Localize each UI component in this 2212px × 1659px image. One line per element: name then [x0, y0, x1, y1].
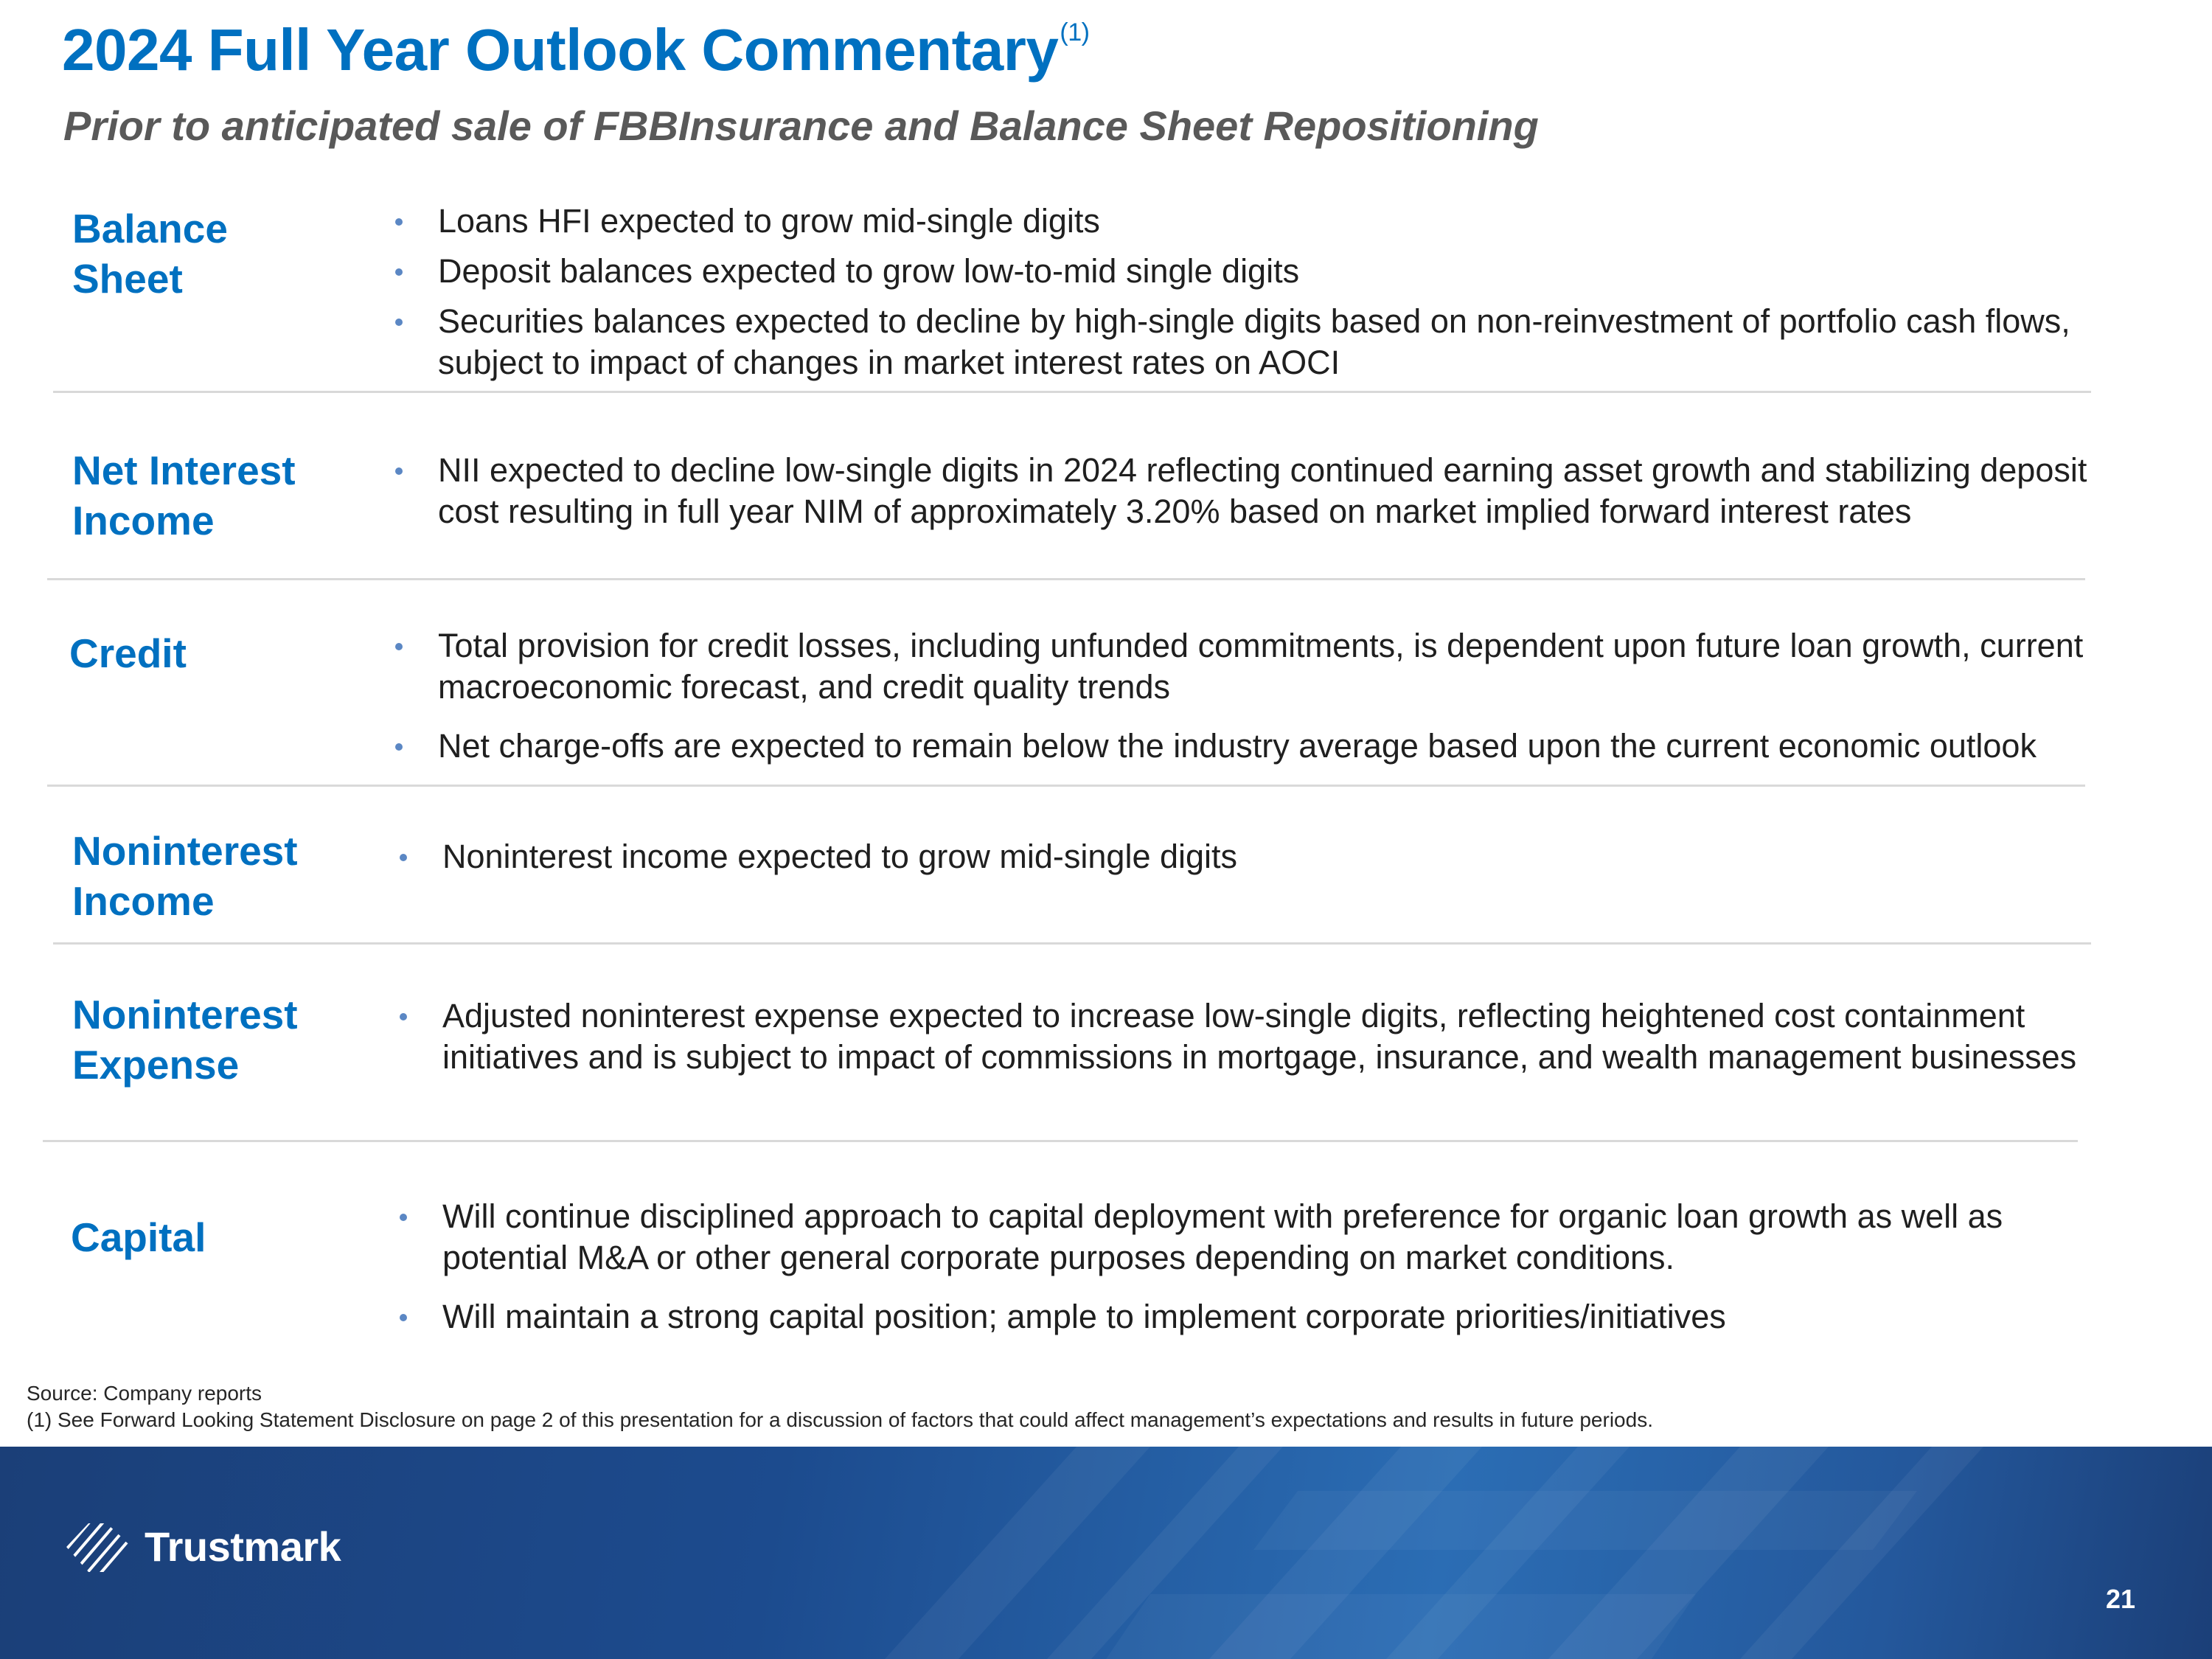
- bullet-dot-icon: [395, 218, 403, 226]
- section-divider: [47, 578, 2085, 580]
- section-label-line: Net Interest: [72, 448, 296, 493]
- bullet-list-balance-sheet: [395, 201, 2121, 383]
- bullet-dot-icon: [395, 319, 403, 326]
- bullet-item: [395, 301, 2121, 383]
- bullet-item: [400, 1296, 2118, 1338]
- bullet-text: Noninterest income expected to grow mid-single digits: [442, 838, 1238, 875]
- footnotes: [27, 1380, 1653, 1433]
- bullet-item: [395, 450, 2121, 532]
- bullet-dot-icon: [400, 1314, 407, 1321]
- title-footnote-marker: (1): [1060, 18, 1090, 46]
- bullet-dot-icon: [400, 1214, 407, 1221]
- bullet-text: Adjusted noninterest expense expected to increase low-single digits, reflecting heightened cost containment initiatives and is subject to impact of commissions in mortgage, insurance, and wealth management businesses: [442, 997, 2077, 1076]
- bullet-text: Loans HFI expected to grow mid-single digits: [438, 202, 1100, 240]
- section-label-credit: [69, 628, 187, 678]
- bullet-text: NII expected to decline low-single digits in 2024 reflecting continued earning asset growth and stabilizing deposit cost resulting in full year NIM of approximately 3.20% based on market implied forward interest rates: [438, 451, 2087, 530]
- section-label-capital: [71, 1212, 206, 1262]
- forward-looking-footnote: (1) See Forward Looking Statement Disclosure on page 2 of this presentation for a discussion of factors that could affect management’s expectations and results in future periods.: [27, 1408, 1653, 1431]
- bullet-list-net-interest-income: [395, 450, 2121, 532]
- bullet-list-noninterest-expense: [400, 995, 2118, 1078]
- bullet-list-noninterest-income: [400, 836, 2118, 877]
- bullet-item: [395, 726, 2121, 767]
- bullet-item: [395, 625, 2121, 708]
- bullet-item: [400, 836, 2118, 877]
- section-label-line: Capital: [71, 1214, 206, 1260]
- bullet-dot-icon: [395, 268, 403, 276]
- section-label-line: Balance: [72, 206, 228, 251]
- slide-title: [62, 16, 1089, 84]
- page-number: 21: [2106, 1584, 2136, 1614]
- section-label-line: Sheet: [72, 256, 183, 302]
- bullet-dot-icon: [395, 643, 403, 650]
- bullet-dot-icon: [400, 1013, 407, 1020]
- bullet-text: Deposit balances expected to grow low-to-mid single digits: [438, 252, 1300, 290]
- section-label-noninterest-expense: [72, 990, 298, 1090]
- section-label-line: Income: [72, 498, 215, 543]
- slide-title-text: 2024 Full Year Outlook Commentary: [62, 17, 1059, 83]
- section-divider: [43, 1140, 2078, 1142]
- section-label-line: Expense: [72, 1042, 240, 1088]
- bullet-item: [400, 1196, 2118, 1279]
- slide-subtitle: Prior to anticipated sale of FBBInsurance and Balance Sheet Repositioning: [63, 102, 1539, 149]
- source-note: Source: Company reports: [27, 1382, 262, 1405]
- bullet-list-capital: [400, 1196, 2118, 1338]
- section-label-balance-sheet: [72, 204, 228, 304]
- bullet-item: [395, 201, 2121, 242]
- logo-wordmark: Trustmark: [145, 1523, 341, 1570]
- bullet-item: [400, 995, 2118, 1078]
- section-divider: [53, 391, 2091, 393]
- bullet-text: Total provision for credit losses, including unfunded commitments, is dependent upon future loan growth, current macroeconomic forecast, and credit quality trends: [438, 627, 2084, 706]
- section-label-line: Noninterest: [72, 828, 298, 874]
- trustmark-stripes-logo-icon: [60, 1513, 142, 1579]
- bullet-dot-icon: [395, 467, 403, 475]
- bullet-text: Will continue disciplined approach to capital deployment with preference for organic loan growth as well as potential M&A or other general corporate purposes depending on market conditions.: [442, 1197, 2003, 1276]
- section-label-line: Noninterest: [72, 992, 298, 1037]
- bullet-item: [395, 251, 2121, 292]
- bullet-text: Securities balances expected to decline by high-single digits based on non-reinvestment of portfolio cash flows, subject to impact of changes in market interest rates on AOCI: [438, 302, 2070, 381]
- section-divider: [53, 942, 2091, 945]
- bullet-dot-icon: [400, 854, 407, 861]
- bullet-list-credit: [395, 625, 2121, 767]
- bullet-dot-icon: [395, 743, 403, 751]
- bullet-text: Will maintain a strong capital position; ample to implement corporate priorities/initiatives: [442, 1298, 1726, 1335]
- section-label-net-interest-income: [72, 445, 296, 546]
- section-divider: [47, 785, 2085, 787]
- section-label-noninterest-income: [72, 826, 298, 926]
- trustmark-logo: [60, 1513, 341, 1579]
- section-label-line: Income: [72, 878, 215, 924]
- section-label-line: Credit: [69, 630, 187, 676]
- bullet-text: Net charge-offs are expected to remain below the industry average based upon the current economic outlook: [438, 727, 2037, 765]
